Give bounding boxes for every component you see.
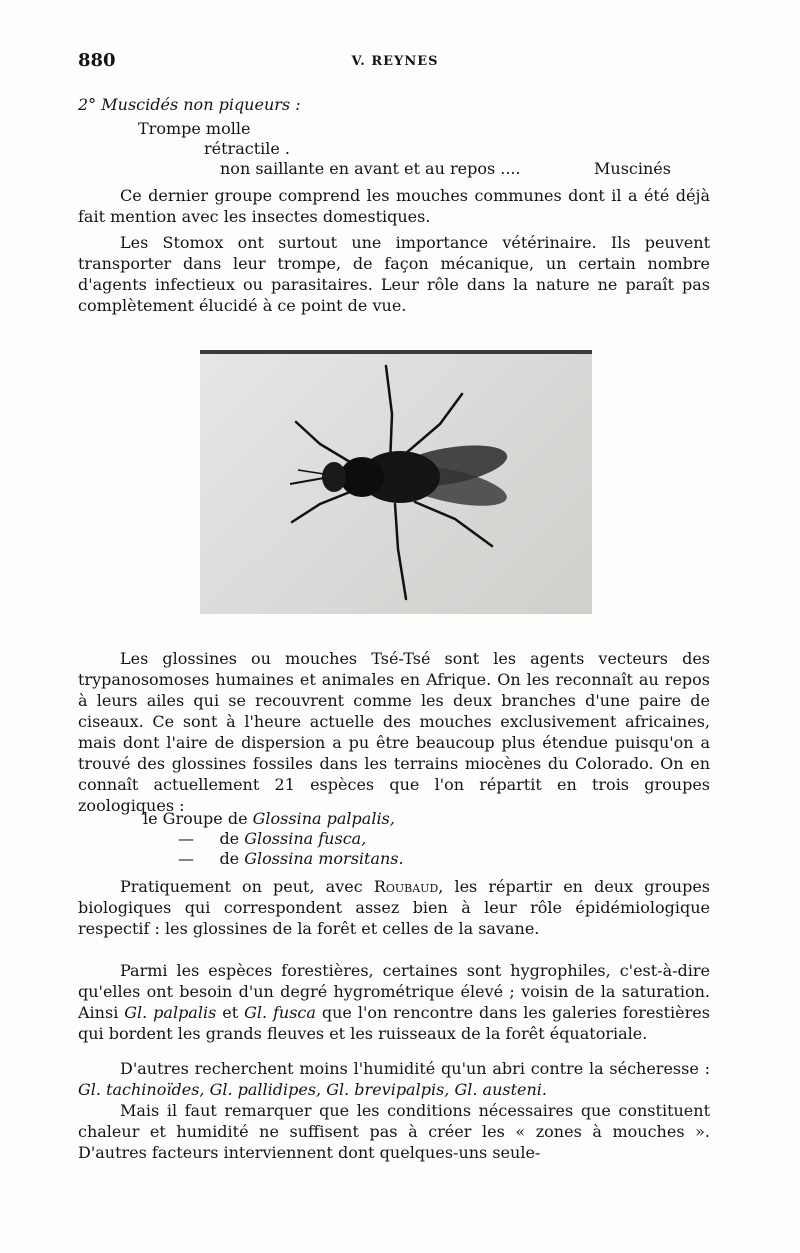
- p6-species: Gl. tachinoïdes, Gl. pallidipes, Gl. brevipalpis, Gl. austeni.: [78, 1080, 547, 1099]
- group-3-dash: —: [178, 849, 194, 868]
- group-2-species: Glossina fusca,: [244, 829, 367, 848]
- running-head: V. REYNES: [351, 54, 439, 69]
- paragraph-5: [78, 960, 710, 1044]
- p5-text-1: Parmi les espèces forestières, certaines sont hygrophiles, c'est-à-dire qu'elles ont besoin d'un degré hygrométrique élevé ; voisin de la saturation. Ainsi: [78, 961, 710, 1022]
- p5-species-1: Gl. palpalis: [124, 1003, 217, 1022]
- group-3-de: de: [219, 849, 240, 868]
- group-1-prefix: le Groupe de: [143, 809, 248, 828]
- author-name: Roubaud: [373, 877, 439, 896]
- p5-species-2: Gl. fusca: [244, 1003, 316, 1022]
- group-2: [178, 828, 366, 849]
- group-1: [143, 808, 395, 829]
- key-line-1: Trompe molle: [138, 119, 251, 138]
- paragraph-4: [78, 876, 710, 939]
- key-line-3: non saillante en avant et au repos ....: [220, 159, 521, 178]
- paragraph-7: Mais il faut remarquer que les conditions nécessaires que constituent chaleur et humidité ne suffisent pas à créer les « zones à mouches ». D'autres facteurs interviennent dont quelques-uns seule-: [78, 1101, 710, 1162]
- group-2-de: de: [219, 829, 240, 848]
- key-line-2: rétractile .: [204, 139, 290, 158]
- tsetse-fly-photo: [200, 350, 592, 614]
- group-2-dash: —: [178, 829, 194, 848]
- p5-text-3: que l'on rencontre dans les galeries forestières qui bordent les grands fleuves et les ruisseaux de la forêt équatoriale.: [78, 1003, 710, 1043]
- p5-text-2: et: [222, 1003, 239, 1022]
- paragraph-1: Ce dernier groupe comprend les mouches communes dont il a été déjà fait mention avec les insectes domestiques.: [78, 186, 710, 226]
- paragraph-3: Les glossines ou mouches Tsé-Tsé sont les agents vecteurs des trypanosomoses humaines et animales en Afrique. On les reconnaît au repos à leurs ailes qui se recouvrent comme les deux branches d'une paire de ciseaux. Ce sont à l'heure actuelle des mouches exclusivement africaines, mais dont l'aire de dispersion a pu être beaucoup plus étendue puisqu'on a trouvé des glossines fossiles dans les terrains miocènes du Colorado. On en connaît actuellement 21 espèces que l'on répartit en trois groupes zoologiques :: [78, 649, 710, 815]
- group-3-species: Glossina morsitans.: [244, 849, 404, 868]
- p6-text: D'autres recherchent moins l'humidité qu'un abri contre la sécheresse :: [120, 1059, 710, 1078]
- paragraph-2: Les Stomox ont surtout une importance vétérinaire. Ils peuvent transporter dans leur trompe, de façon mécanique, un certain nombre d'agents infectieux ou parasitaires. Leur rôle dans la nature ne paraît pas complètement élucidé à ce point de vue.: [78, 233, 710, 315]
- paragraph-6: [78, 1058, 710, 1100]
- page-number: 880: [78, 50, 116, 71]
- section-heading: 2° Muscidés non piqueurs :: [78, 95, 301, 114]
- group-1-species: Glossina palpalis,: [252, 809, 395, 828]
- key-result: Muscinés: [594, 159, 671, 178]
- page-header: [78, 50, 712, 74]
- p4-before: Pratiquement on peut, avec: [120, 877, 363, 896]
- fly-illustration: [200, 354, 592, 614]
- group-3: [178, 848, 404, 869]
- p4-after: , les répartir en deux groupes biologiques qui correspondent assez bien à leur rôle épidémiologique respectif : les glossines de la forêt et celles de la savane.: [78, 877, 710, 938]
